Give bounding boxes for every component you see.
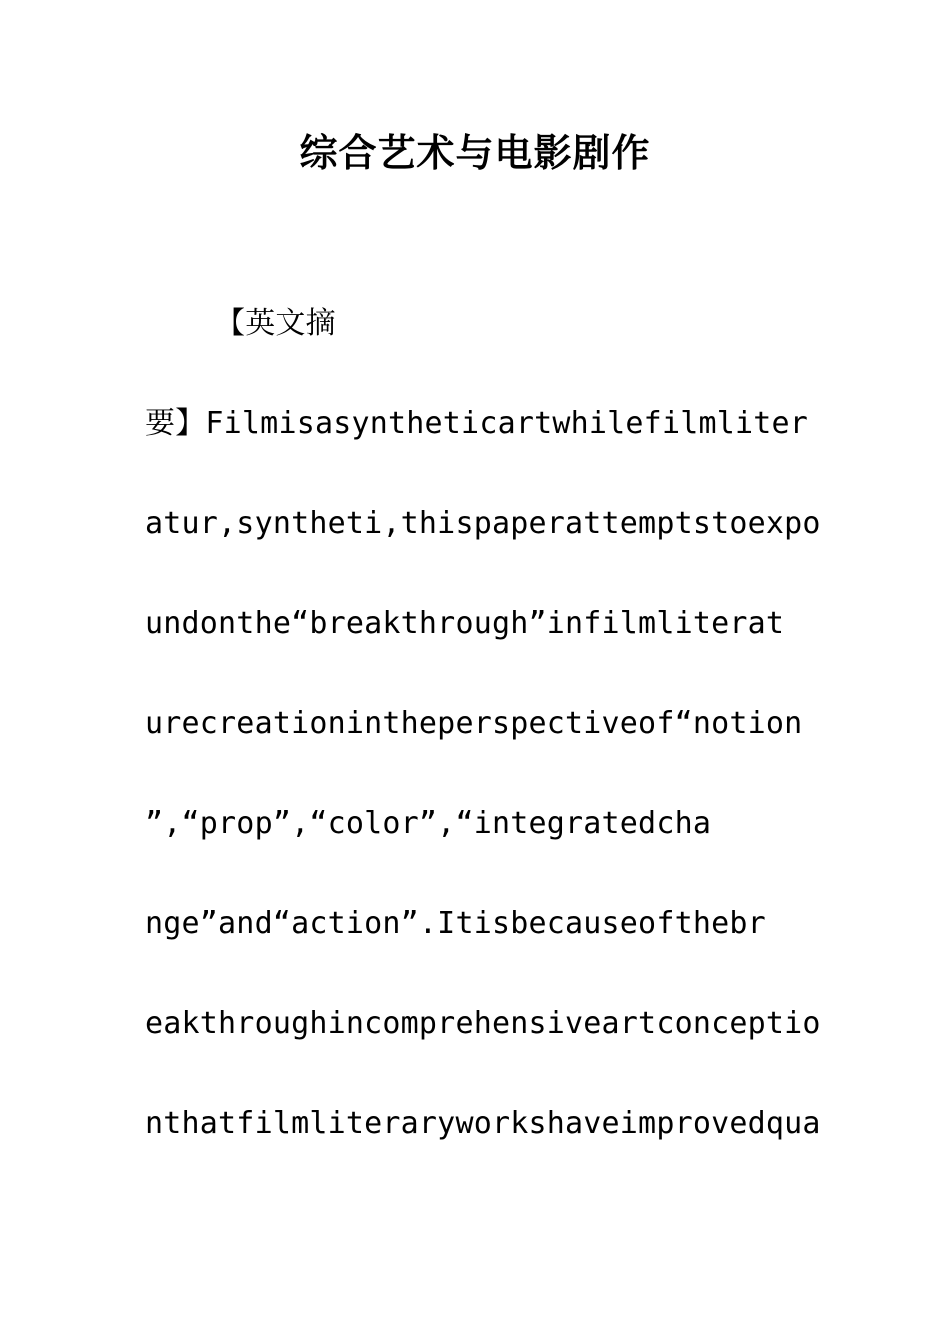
abstract-line-2: 要】Filmisasyntheticartwhilefilmliter — [145, 406, 809, 441]
abstract-line-3: atur,syntheti,thispaperattemptstoexpo — [145, 506, 821, 541]
abstract-line-9: nthatfilmliteraryworkshaveimprovedqua — [145, 1106, 821, 1141]
document-title: 综合艺术与电影剧作 — [299, 131, 651, 175]
abstract-line-4: undonthe“breakthrough”infilmliterat — [145, 606, 785, 641]
abstract-line-8: eakthroughincomprehensiveartconceptio — [145, 1006, 821, 1041]
abstract-line-6: ”,“prop”,“color”,“integratedcha — [145, 806, 712, 841]
abstract-line-7: nge”and“action”.Itisbecauseofthebr — [145, 906, 766, 941]
abstract-line-1: 【英文摘 — [215, 306, 336, 341]
abstract-line-5: urecreationintheperspectiveof“notion — [145, 706, 803, 741]
